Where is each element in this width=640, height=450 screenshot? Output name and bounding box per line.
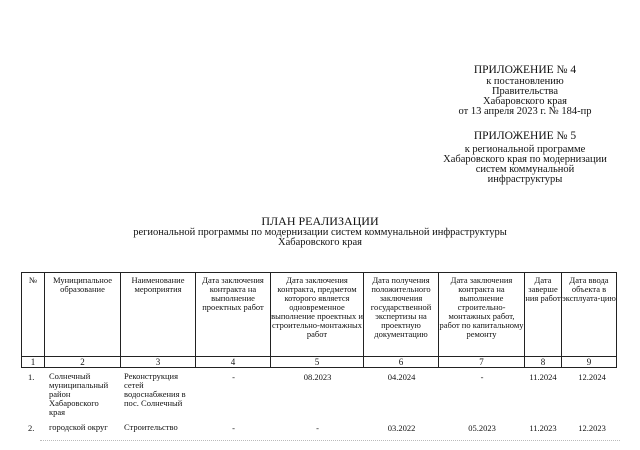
header-cell: Дата получения положительного заключения государственной экспертизы на проектную документацию [364,273,439,357]
column-number: 5 [271,357,364,368]
row-activity [124,423,198,432]
appendix-4-block [440,64,610,117]
municipality-line: края [49,407,66,417]
row-number: 2. [28,423,35,433]
cell-construction-contract: 05.2023 [468,423,496,433]
cell-completion: 11.2024 [529,372,557,382]
appendix-5-block [430,130,620,185]
column-number: 9 [562,357,617,368]
cell-expertise: 04.2024 [387,372,416,382]
header-cell: Дата заключения контракта, предметом которого является одновременное выполнение проектных и строительно-монтажных работ [271,273,364,357]
header-cell: Дата заверше ния работ [525,273,562,357]
activity-line: сетей [124,380,144,390]
appendix-5-line: к региональной программе [464,144,586,155]
appendix-4-title: ПРИЛОЖЕНИЕ № 4 [473,64,577,76]
appendix-5-line: систем коммунальной [475,164,575,175]
column-number: 4 [196,357,271,368]
appendix-5-line: Хабаровского края по модернизации [443,154,607,165]
column-number: 8 [525,357,562,368]
municipality-line: Хабаровского [49,398,99,408]
appendix-4-line: к постановлению [486,76,564,87]
cell-commissioning: 12.2023 [578,423,606,433]
column-number: 2 [45,357,121,368]
header-cell: Муниципальное образование [45,273,121,357]
document-subtitle [100,228,540,248]
table-header-row [22,273,617,357]
cell-combined-contract: 08.2023 [303,372,332,382]
cell-project-contract: - [232,423,235,433]
document-title: ПЛАН РЕАЛИЗАЦИИ [261,214,379,228]
header-cell: Дата заключения контракта на выполнение проектных работ [196,273,271,357]
cell-commissioning: 12.2024 [578,372,606,382]
municipality-line: Солнечный [49,371,91,381]
appendix-5-line: инфраструктуры [487,174,563,185]
row-activity [124,372,198,408]
municipality-line: городской округ [49,422,108,432]
column-number: 3 [121,357,196,368]
appendix-4-line: Хабаровского края [483,96,567,107]
municipality-line: муниципальный [49,380,109,390]
row-municipality [49,423,123,432]
activity-line: водоснабжения в [124,389,186,399]
header-cell: № [22,273,45,357]
column-number: 7 [439,357,525,368]
column-number: 6 [364,357,439,368]
column-number-row [22,357,617,368]
cell-expertise: 03.2022 [387,423,416,433]
header-cell: Дата заключения контракта на выполнение строительно-монтажных работ, работ по капитальному ремонту [439,273,525,357]
plan-table [21,272,617,368]
header-cell: Наименование мероприятия [121,273,196,357]
appendix-4-line: от 13 апреля 2023 г. № 184-пр [458,106,592,117]
activity-line: Реконструкция [124,371,179,381]
document-subtitle-line: региональной программы по модернизации систем коммунальной инфраструктуры [133,227,507,238]
column-number: 1 [22,357,45,368]
activity-line: Строительство [124,422,178,432]
row-number: 1. [28,372,35,382]
scan-artifact-divider [40,440,620,442]
activity-line: пос. Солнечный [124,398,183,408]
row-municipality [49,372,123,417]
cell-completion: 11.2023 [529,423,557,433]
cell-project-contract: - [232,372,235,382]
municipality-line: район [49,389,71,399]
document-subtitle-line: Хабаровского края [278,237,362,248]
cell-construction-contract: - [480,372,484,382]
cell-combined-contract: - [316,423,319,433]
appendix-4-line: Правительства [491,86,559,97]
header-cell: Дата ввода объекта в эксплуата-цию [562,273,617,357]
appendix-5-title: ПРИЛОЖЕНИЕ № 5 [473,130,577,142]
